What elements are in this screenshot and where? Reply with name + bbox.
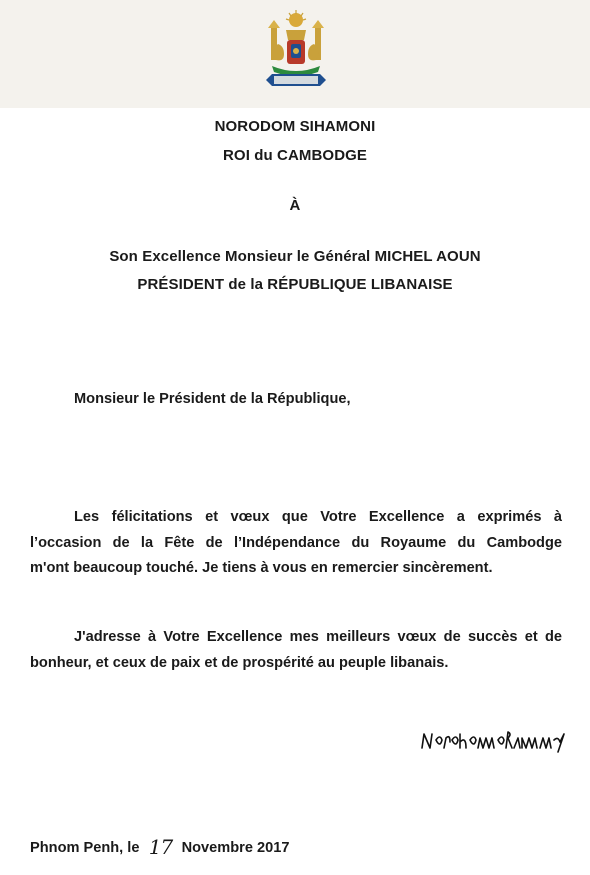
royal-signature xyxy=(420,726,568,754)
salutation: Monsieur le Président de la République, xyxy=(74,391,351,407)
dateline-day-handwritten: 17 xyxy=(148,835,173,859)
p1-line-2: l’occasion de la Fête de l’Indépendance du Royaume du Cambodge xyxy=(30,534,562,551)
recipient-line-2: PRÉSIDENT de la RÉPUBLIQUE LIBANAISE xyxy=(137,276,453,293)
recipient-line-1: Son Excellence Monsieur le Général MICHEL AOUN xyxy=(109,248,481,265)
dateline-month-year: Novembre 2017 xyxy=(181,840,290,856)
p2-line-2: bonheur, et ceux de paix et de prospérité au peuple libanais. xyxy=(30,654,449,671)
dateline xyxy=(30,835,290,859)
body-paragraph-2 xyxy=(30,625,562,676)
p1-line-1: Les félicitations et vœux que Votre Excellence a exprimés à xyxy=(74,509,562,525)
dateline-place: Phnom Penh, le xyxy=(30,840,140,856)
p2-line-1: J'adresse à Votre Excellence mes meilleurs vœux de succès et de xyxy=(74,629,562,645)
sender-title: ROI du CAMBODGE xyxy=(223,147,367,164)
sender-name: NORODOM SIHAMONI xyxy=(214,118,376,135)
addressee-marker: À xyxy=(289,197,301,214)
p1-line-3: m'ont beaucoup touché. Je tiens à vous en remercier sincèrement. xyxy=(30,560,493,576)
royal-crest-icon xyxy=(258,10,334,98)
body-paragraph-1 xyxy=(30,505,562,582)
